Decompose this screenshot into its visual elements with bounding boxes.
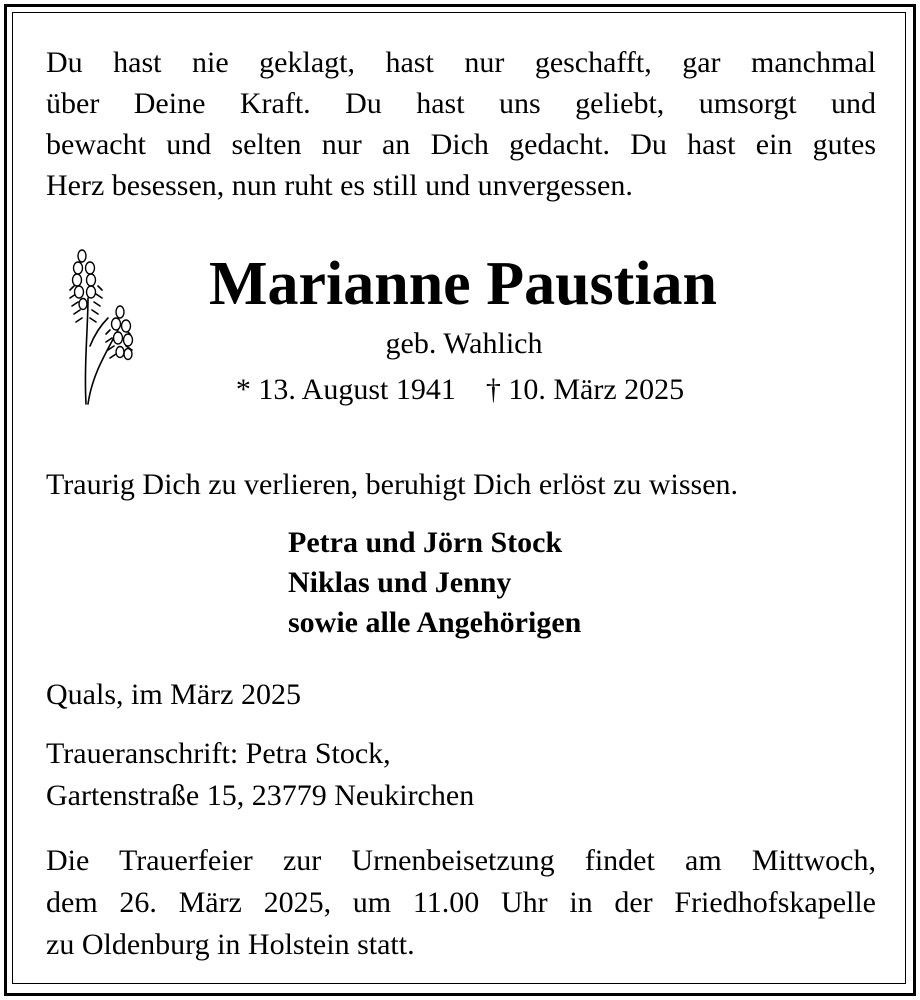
address-line: Traueranschrift: Petra Stock,	[46, 737, 391, 770]
deceased-name: Marianne Paustian	[208, 250, 718, 318]
mourner-line: Petra und Jörn Stock	[288, 526, 563, 559]
life-dates: * 13. August 1941 † 10. März 2025	[235, 373, 685, 406]
maiden-name: geb. Wahlich	[385, 327, 543, 360]
poem-line: über Deine Kraft. Du hast uns geliebt, umsorgt und	[46, 87, 876, 120]
mourners-list	[288, 523, 581, 643]
mourner-line: Niklas und Jenny	[288, 566, 512, 599]
ceremony-line: Die Trauerfeier zur Urnenbeisetzung findet am Mittwoch,	[46, 844, 876, 877]
mourner-line: sowie alle Angehörigen	[288, 606, 582, 639]
poem	[46, 42, 876, 206]
ceremony-notice	[46, 840, 876, 966]
poem-line: Du hast nie geklagt, hast nur geschafft, gar manchmal	[46, 46, 876, 79]
ceremony-line: zu Oldenburg in Holstein statt.	[46, 928, 415, 961]
poem-line: Herz besessen, nun ruht es still und unvergessen.	[46, 169, 633, 202]
mourning-address	[46, 733, 474, 817]
poem-line: bewacht und selten nur an Dich gedacht. Du hast ein gutes	[46, 128, 876, 161]
ceremony-line: dem 26. März 2025, um 11.00 Uhr in der Friedhofskapelle	[46, 886, 876, 919]
address-line: Gartenstraße 15, 23779 Neukirchen	[46, 779, 475, 812]
farewell-line: Traurig Dich zu verlieren, beruhigt Dich erlöst zu wissen.	[46, 468, 739, 501]
place-date: Quals, im März 2025	[46, 678, 301, 711]
